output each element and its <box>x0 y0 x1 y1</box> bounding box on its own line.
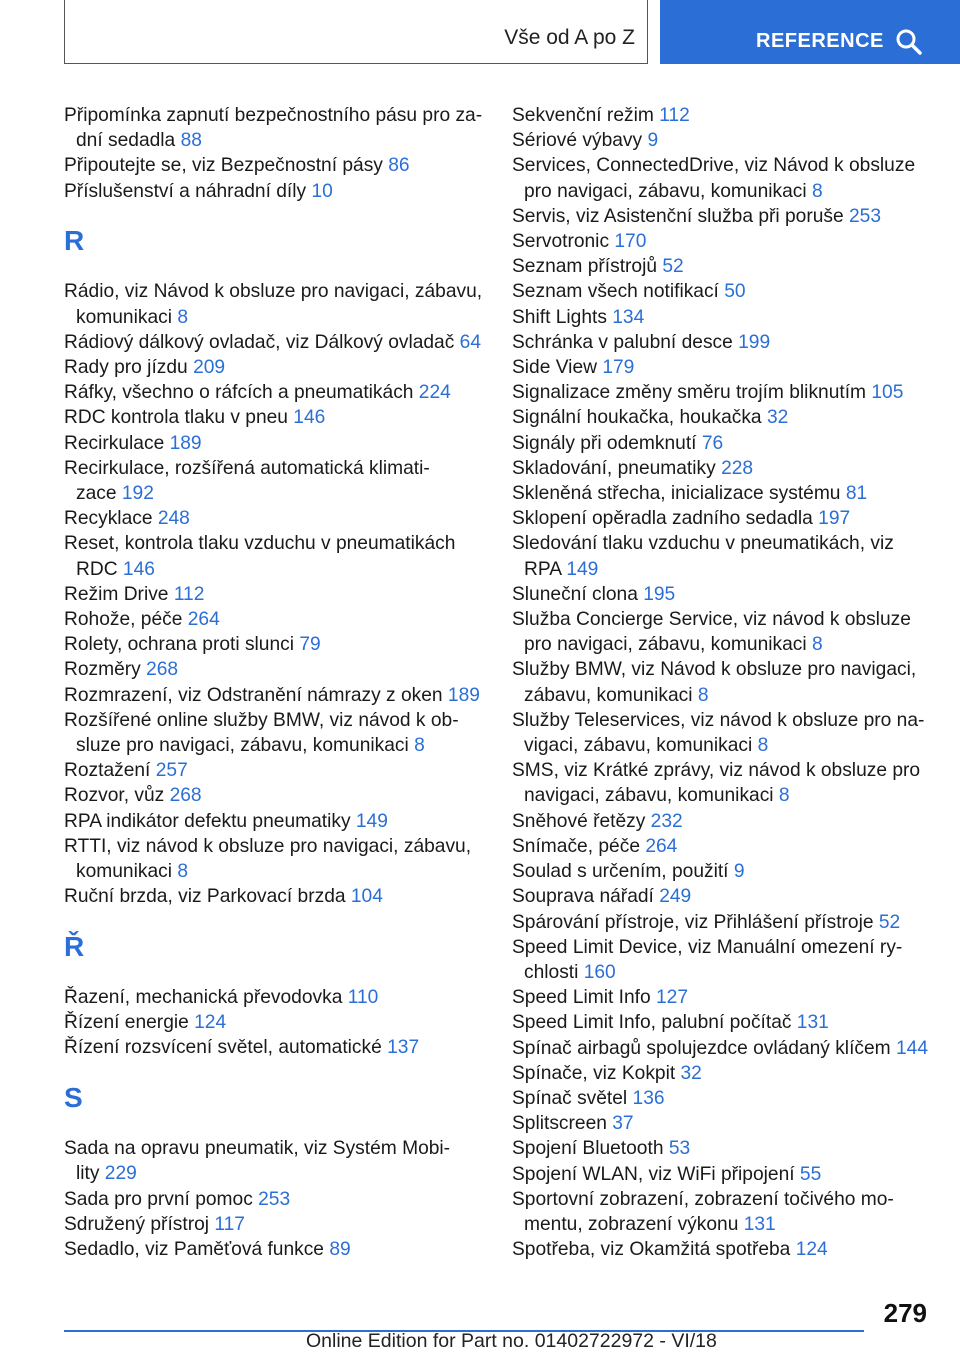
index-entry <box>512 204 932 229</box>
page-reference-link[interactable]: 195 <box>643 583 676 605</box>
page-reference-link[interactable]: 268 <box>146 659 179 681</box>
index-entry-text: Sportovní zobrazení, zobrazení točivého mo- <box>512 1188 894 1210</box>
index-entry-text: Roztažení <box>64 760 156 782</box>
index-entry-text: SMS, viz Krátké zprávy, viz návod k obsluze pro <box>512 760 921 782</box>
index-entry <box>64 279 484 329</box>
index-entry-text: Ráfky, všechno o ráfcích a pneumatikách <box>64 382 419 404</box>
index-entry <box>512 1010 932 1035</box>
index-entry-text: Ruční brzda, viz Parkovací brzda <box>64 886 351 908</box>
page-reference-link[interactable]: 257 <box>155 760 188 782</box>
page-reference-link[interactable]: 224 <box>418 382 451 404</box>
page-reference-link[interactable]: 37 <box>612 1113 634 1135</box>
page-reference-link[interactable]: 131 <box>743 1213 776 1235</box>
index-entry-text: sluze pro navigaci, zábavu, komunikaci <box>76 735 415 757</box>
index-entry <box>64 1212 484 1237</box>
index-entry <box>512 884 932 909</box>
index-entry <box>512 910 932 935</box>
index-entry <box>64 1237 484 1262</box>
index-entry-text: Speed Limit Device, viz Manuální omezení ry- <box>512 936 903 958</box>
index-entry-text: Sada na opravu pneumatik, viz Systém Mobi- <box>64 1138 451 1160</box>
page-reference-link[interactable]: 104 <box>350 886 383 908</box>
page-reference-link[interactable]: 53 <box>668 1138 691 1160</box>
page-reference-link[interactable]: 124 <box>795 1239 828 1261</box>
index-entry-text: pro navigaci, zábavu, komunikaci <box>524 180 812 202</box>
index-entry-text: Skladování, pneumatiky <box>512 457 722 479</box>
index-entry-text: Spínač světel <box>512 1087 633 1109</box>
index-entry-text: Spojení WLAN, viz WiFi připojení <box>512 1163 800 1185</box>
page-reference-link[interactable]: 268 <box>169 785 202 807</box>
page-reference-link[interactable]: 192 <box>121 483 154 505</box>
index-entry-text: Rozměry <box>64 659 147 681</box>
index-entry <box>64 683 484 708</box>
index-entry <box>64 355 484 380</box>
page-reference-link[interactable]: 8 <box>811 634 823 656</box>
index-entry-text: RPA indikátor defektu pneumatiky <box>64 810 356 832</box>
footer-edition-text: Online Edition for Part no. 01402722972 - VI/18 <box>306 1330 717 1352</box>
index-entry-text: Rozšířené online služby BMW, viz návod k ob- <box>64 709 459 731</box>
index-entry <box>512 254 932 279</box>
index-entry-text: Servotronic <box>512 231 615 253</box>
index-entry <box>512 582 932 607</box>
index-entry <box>64 884 484 909</box>
index-entry-text: Speed Limit Info, palubní počítač <box>512 1012 797 1034</box>
index-entry-text: Recyklace <box>64 508 158 530</box>
index-entry <box>512 431 932 456</box>
index-entry <box>64 405 484 430</box>
index-entry-text: Soulad s určením, použití <box>512 861 734 883</box>
page-reference-link[interactable]: 264 <box>645 835 678 857</box>
index-entry-text: RTTI, viz návod k obsluze pro navigaci, zábavu, <box>64 835 472 857</box>
index-entry <box>64 1187 484 1212</box>
page-reference-link[interactable]: 160 <box>583 961 616 983</box>
index-entry <box>512 657 932 707</box>
index-entry <box>512 985 932 1010</box>
page-reference-link[interactable]: 86 <box>388 155 410 177</box>
index-entry <box>64 758 484 783</box>
index-column-right <box>512 103 932 1262</box>
index-entry-text: Rádiový dálkový ovladač, viz Dálkový ovladač <box>64 331 460 353</box>
index-entry-text: lity <box>76 1163 105 1185</box>
page-reference-link[interactable]: 170 <box>614 231 647 253</box>
page-reference-link[interactable]: 110 <box>347 987 379 1009</box>
index-entry <box>512 1061 932 1086</box>
index-letter-heading: Ř <box>64 931 85 963</box>
index-entry <box>64 179 484 204</box>
page-reference-link[interactable]: 136 <box>632 1087 665 1109</box>
index-entry <box>512 935 932 985</box>
index-entry-text: Souprava nářadí <box>512 886 660 908</box>
index-entry-text: komunikaci <box>76 861 178 883</box>
index-entry <box>64 809 484 834</box>
index-entry <box>512 809 932 834</box>
index-entry-text: pro navigaci, zábavu, komunikaci <box>524 634 812 656</box>
page-reference-link[interactable]: 232 <box>650 810 683 832</box>
index-entry-text: Servis, viz Asistenční služba při poruše <box>512 205 849 227</box>
index-entry <box>512 405 932 430</box>
index-entry <box>64 1010 484 1035</box>
page-reference-link[interactable]: 146 <box>122 558 155 580</box>
index-entry-text: Spárování přístroje, viz Přihlášení přístroje <box>512 911 879 933</box>
index-entry <box>64 985 484 1010</box>
index-entry-text: Připomínka zapnutí bezpečnostního pásu pro za- <box>64 105 483 126</box>
index-entry <box>64 607 484 632</box>
index-entry-text: zace <box>76 483 122 505</box>
page-reference-link[interactable]: 32 <box>680 1062 702 1084</box>
index-entry <box>64 1136 484 1186</box>
index-entry-text: RDC <box>76 558 123 580</box>
page-reference-link[interactable]: 52 <box>662 256 684 278</box>
page-reference-link[interactable]: 134 <box>612 306 645 328</box>
page-reference-link[interactable]: 50 <box>724 281 746 303</box>
page-reference-link[interactable]: 253 <box>849 205 882 227</box>
page-reference-link[interactable]: 131 <box>796 1012 829 1034</box>
index-entry-text: Režim Drive <box>64 583 174 605</box>
index-entry <box>512 481 932 506</box>
index-letter-heading: S <box>64 1082 83 1114</box>
page-reference-link[interactable]: 79 <box>299 634 321 656</box>
index-entry <box>64 632 484 657</box>
index-entry-text: Recirkulace, rozšířená automatická klimati- <box>64 457 430 479</box>
index-entry <box>512 1111 932 1136</box>
index-entry <box>512 330 932 355</box>
page-reference-link[interactable]: 149 <box>355 810 388 832</box>
page-reference-link[interactable]: 8 <box>778 785 790 807</box>
page-reference-link[interactable]: 8 <box>177 306 188 328</box>
index-entry <box>512 355 932 380</box>
page-reference-link[interactable]: 9 <box>733 861 745 883</box>
page-reference-link[interactable]: 144 <box>895 1037 928 1059</box>
index-entry-text: Služba Concierge Service, viz návod k obsluze <box>512 609 911 631</box>
index-entry <box>64 531 484 581</box>
index-column-left <box>64 103 484 1262</box>
index-entry-text: Side View <box>512 357 603 379</box>
index-entry-text: Rolety, ochrana proti slunci <box>64 634 300 656</box>
page-reference-link[interactable]: 8 <box>414 735 425 757</box>
page-reference-link[interactable]: 249 <box>659 886 692 908</box>
index-entry-text: Splitscreen <box>512 1113 613 1135</box>
index-entry-text: RDC kontrola tlaku v pneu <box>64 407 294 429</box>
page-reference-link[interactable]: 124 <box>194 1012 227 1034</box>
index-entry <box>64 153 484 178</box>
header-section-box <box>64 0 648 64</box>
index-entry-text: Rádio, viz Návod k obsluze pro navigaci, zábavu, <box>64 281 483 303</box>
page-reference-link[interactable]: 81 <box>845 483 868 505</box>
page-reference-link[interactable]: 8 <box>811 180 823 202</box>
index-entry-text: navigaci, zábavu, komunikaci <box>524 785 779 807</box>
page-reference-link[interactable]: 112 <box>173 583 205 605</box>
page-reference-link[interactable]: 32 <box>766 407 789 429</box>
index-entry <box>512 607 932 657</box>
index-entry-text: Seznam všech notifikací <box>512 281 725 303</box>
index-entry-text: Sekvenční režim <box>512 105 660 126</box>
index-entry-text: Sněhové řetězy <box>512 810 651 832</box>
index-entry-text: Sériové výbavy <box>512 130 648 152</box>
page-reference-link[interactable]: 197 <box>818 508 851 530</box>
page-reference-link[interactable]: 149 <box>566 558 599 580</box>
reference-tab[interactable] <box>660 0 960 64</box>
page-reference-link[interactable]: 229 <box>104 1163 137 1185</box>
index-entry-text: Rozvor, vůz <box>64 785 170 807</box>
page-reference-link[interactable]: 199 <box>738 331 771 353</box>
index-entry-text: vigaci, zábavu, komunikaci <box>524 735 758 757</box>
index-entry <box>64 506 484 531</box>
index-entry-text: dní sedadla <box>76 130 181 152</box>
index-entry-text: Signalizace změny směru trojím bliknutím <box>512 382 872 404</box>
index-entry-text: zábavu, komunikaci <box>524 684 698 706</box>
index-entry-text: Spojení Bluetooth <box>512 1138 669 1160</box>
index-entry-text: Připoutejte se, viz Bezpečnostní pásy <box>64 155 389 177</box>
index-entry-text: Snímače, péče <box>512 835 646 857</box>
index-entry-text: Recirkulace <box>64 432 170 454</box>
index-entry-text: Seznam přístrojů <box>512 256 663 278</box>
index-entry <box>512 128 932 153</box>
index-entry <box>64 834 484 884</box>
page-reference-link[interactable]: 137 <box>387 1037 420 1059</box>
index-entry-text: Reset, kontrola tlaku vzduchu v pneumatikách <box>64 533 456 555</box>
page-reference-link[interactable]: 89 <box>329 1239 351 1261</box>
index-entry <box>64 582 484 607</box>
page-reference-link[interactable]: 88 <box>180 130 202 152</box>
page-reference-link[interactable]: 8 <box>697 684 709 706</box>
page-number: 279 <box>883 1298 927 1328</box>
index-entry <box>512 1237 932 1262</box>
page-reference-link[interactable]: 248 <box>157 508 190 530</box>
index-entry <box>64 330 484 355</box>
index-entry-text: Služby Teleservices, viz návod k obsluze pro na- <box>512 709 925 731</box>
page-reference-link[interactable]: 179 <box>602 357 635 379</box>
index-entry <box>512 279 932 304</box>
page-reference-link[interactable]: 146 <box>293 407 326 429</box>
page-reference-link[interactable]: 55 <box>799 1163 822 1185</box>
index-entry-text: Services, ConnectedDrive, viz Návod k obsluze <box>512 155 916 177</box>
page-reference-link[interactable]: 209 <box>193 357 226 378</box>
page-reference-link[interactable]: 112 <box>659 105 690 126</box>
page-reference-link[interactable]: 117 <box>214 1213 245 1235</box>
search-icon[interactable] <box>894 27 924 57</box>
index-entry <box>512 380 932 405</box>
page-reference-link[interactable]: 76 <box>701 432 724 454</box>
index-entry-text: Spotřeba, viz Okamžitá spotřeba <box>512 1239 796 1261</box>
index-entry-text: Schránka v palubní desce <box>512 331 739 353</box>
index-entry-text: Spínač airbagů spolujezdce ovládaný klíčem <box>512 1037 896 1059</box>
index-entry-text: Řízení energie <box>64 1012 195 1034</box>
index-entry <box>64 380 484 405</box>
index-entry-text: Signální houkačka, houkačka <box>512 407 767 429</box>
index-entry-text: Příslušenství a náhradní díly <box>64 180 312 202</box>
index-entry-text: Sledování tlaku vzduchu v pneumatikách, viz <box>512 533 894 555</box>
index-entry-text: Rady pro jízdu <box>64 357 194 378</box>
index-entry-text: Skleněná střecha, inicializace systému <box>512 483 846 505</box>
index-entry-text: Shift Lights <box>512 306 613 328</box>
reference-tab-label: REFERENCE <box>756 30 884 52</box>
page-reference-link[interactable]: 127 <box>656 987 689 1009</box>
page-reference-link[interactable]: 264 <box>187 609 220 631</box>
index-entry <box>512 859 932 884</box>
page-reference-link[interactable]: 10 <box>311 180 333 202</box>
index-entry-text: Signály při odemknutí <box>512 432 702 454</box>
index-entry <box>512 531 932 581</box>
index-entry <box>64 783 484 808</box>
index-entry-text: Sedadlo, viz Paměťová funkce <box>64 1239 330 1261</box>
index-entry <box>512 229 932 254</box>
index-entry <box>64 1035 484 1060</box>
page-reference-link[interactable]: 64 <box>459 331 482 353</box>
page-reference-link[interactable]: 9 <box>647 130 659 152</box>
index-entry <box>64 103 484 153</box>
index-entry <box>512 456 932 481</box>
index-entry-text: Speed Limit Info <box>512 987 656 1009</box>
page-reference-link[interactable]: 189 <box>447 684 480 706</box>
page-reference-link[interactable]: 52 <box>878 911 901 933</box>
index-entry-text: Rozmrazení, viz Odstranění námrazy z oken <box>64 684 448 706</box>
index-entry <box>512 1136 932 1161</box>
index-entry <box>512 834 932 859</box>
index-entry <box>64 456 484 506</box>
index-entry <box>512 506 932 531</box>
index-entry-text: Sada pro první pomoc <box>64 1188 259 1210</box>
page-reference-link[interactable]: 105 <box>871 382 904 404</box>
index-entry-text: komunikaci <box>76 306 178 328</box>
index-entry-text: chlosti <box>524 961 584 983</box>
page-reference-link[interactable]: 189 <box>169 432 202 454</box>
index-entry <box>64 431 484 456</box>
index-entry-text: Rohože, péče <box>64 609 188 631</box>
index-entry <box>512 103 932 128</box>
index-entry <box>512 1187 932 1237</box>
index-entry <box>512 1086 932 1111</box>
index-entry <box>512 305 932 330</box>
index-entry-text: Sklopení opěradla zadního sedadla <box>512 508 819 530</box>
index-entry <box>64 708 484 758</box>
index-entry-text: RPA <box>524 558 567 580</box>
page-reference-link[interactable]: 8 <box>757 735 769 757</box>
index-entry <box>512 1162 932 1187</box>
index-entry <box>512 153 932 203</box>
section-title: Vše od A po Z <box>504 26 635 49</box>
index-entry <box>64 657 484 682</box>
page-reference-link[interactable]: 228 <box>721 457 754 479</box>
index-entry-text: Sdružený přístroj <box>64 1213 215 1235</box>
index-entry <box>512 758 932 808</box>
index-entry <box>512 708 932 758</box>
page-reference-link[interactable]: 8 <box>177 861 188 883</box>
index-entry-text: Sluneční clona <box>512 583 644 605</box>
index-entry-text: Řízení rozsvícení světel, automatické <box>64 1037 388 1059</box>
index-letter-heading: R <box>64 225 85 257</box>
page-reference-link[interactable]: 253 <box>258 1188 291 1210</box>
index-entry-text: Spínače, viz Kokpit <box>512 1062 681 1084</box>
index-entry-text: mentu, zobrazení výkonu <box>524 1213 744 1235</box>
index-entry-text: Služby BMW, viz Návod k obsluze pro navigaci, <box>512 659 917 681</box>
index-entry-text: Řazení, mechanická převodovka <box>64 987 348 1009</box>
index-entry <box>512 1036 932 1061</box>
